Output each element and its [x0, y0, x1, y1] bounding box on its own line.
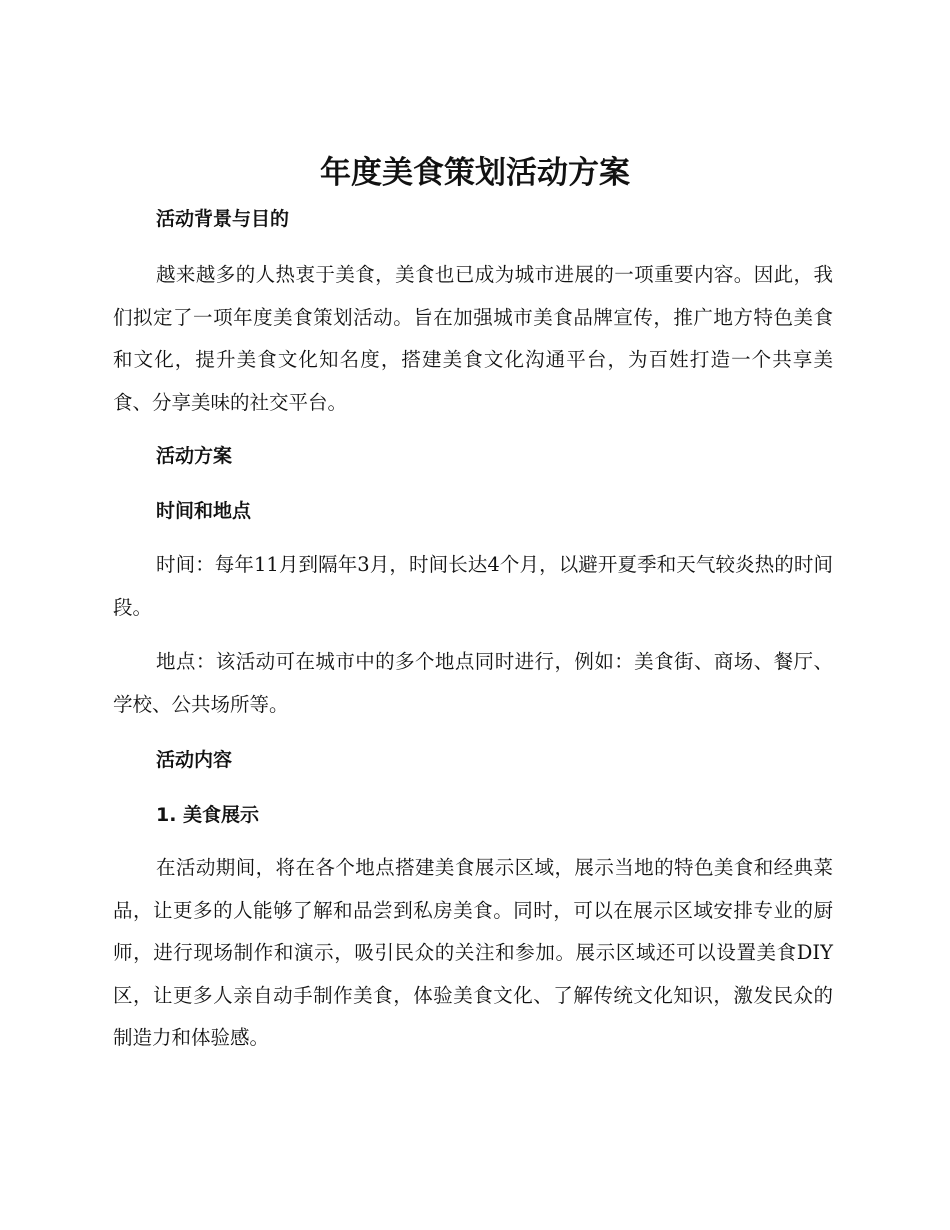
paragraph-background: 越来越多的人热衷于美食，美食也已成为城市进展的一项重要内容。因此，我们拟定了一项年度美食策划活动。旨在加强城市美食品牌宣传，推广地方特色美食和文化，提升美食文化知名度，搭建美食文化沟通平台，为百姓打造一个共享美食、分享美味的社交平台。: [113, 263, 833, 414]
section-heading-time-place: 时间和地点: [156, 500, 252, 522]
document-title: 年度美食策划活动方案: [320, 155, 630, 191]
paragraph-time: 时间：每年11月到隔年3月，时间长达4个月，以避开夏季和天气较炎热的时间段。: [113, 553, 833, 619]
paragraph-place: 地点：该活动可在城市中的多个地点同时进行，例如：美食街、商场、餐厅、学校、公共场所等。: [113, 650, 833, 716]
section-heading-showcase: 1. 美食展示: [156, 804, 260, 826]
section-heading-content: 活动内容: [156, 749, 233, 771]
section-heading-background: 活动背景与目的: [156, 208, 290, 230]
section-heading-plan: 活动方案: [156, 445, 233, 467]
paragraph-showcase: 在活动期间，将在各个地点搭建美食展示区域，展示当地的特色美食和经典菜品，让更多的人能够了解和品尝到私房美食。同时，可以在展示区域安排专业的厨师，进行现场制作和演示，吸引民众的关注和参加。展示区域还可以设置美食DIY区，让更多人亲自动手制作美食，体验美食文化、了解传统文化知识，激发民众的制造力和体验感。: [113, 856, 833, 1049]
